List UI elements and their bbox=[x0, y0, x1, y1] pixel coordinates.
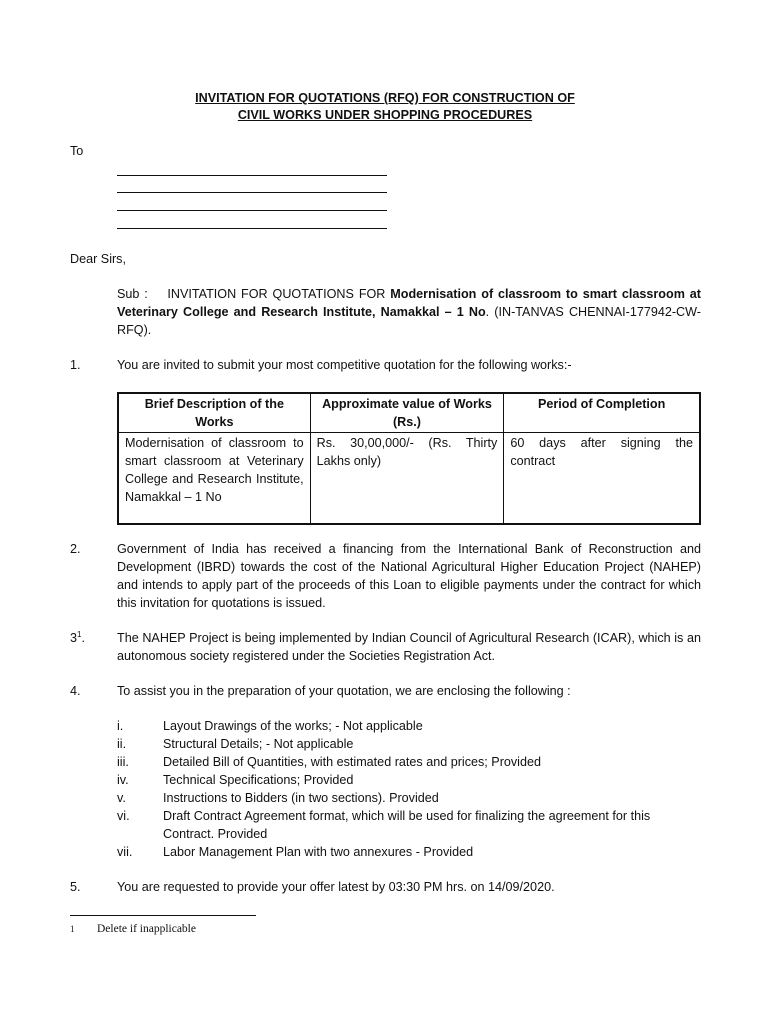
para-2-text: Government of India has received a financing from the International Bank of Reconstruction and Development (IBRD) towards the cost of the National Agricultural Higher Education Project (NAHEP) and intends to apply part of the proceeds of this Loan to eligible payments under the contract for which this invitation for quotations is issued. bbox=[117, 542, 701, 610]
address-blank-line-1 bbox=[117, 175, 387, 176]
cell-value: Rs. 30,00,000/- (Rs. Thirty Lakhs only) bbox=[310, 433, 504, 525]
footnote-reference: 1 bbox=[77, 629, 82, 639]
table-row bbox=[118, 433, 700, 525]
subject-bold: Modernisation of classroom to smart classroom at Veterinary College and Research Institute, Namakkal – 1 No bbox=[117, 287, 701, 319]
para-3-number bbox=[70, 629, 85, 647]
subject-prefix: Sub : INVITATION FOR QUOTATIONS FOR bbox=[117, 287, 391, 301]
cell-description: Modernisation of classroom to smart classroom at Veterinary College and Research Institute, Namakkal – 1 No bbox=[118, 433, 310, 525]
para-5-number: 5. bbox=[70, 880, 81, 894]
list-item: Structural Details; - Not applicable bbox=[163, 737, 354, 751]
list-item: Technical Specifications; Provided bbox=[163, 773, 354, 787]
header-description: Brief Description of the Works bbox=[118, 393, 310, 433]
list-item: Labor Management Plan with two annexures - Provided bbox=[163, 845, 474, 859]
list-item: Layout Drawings of the works; - Not applicable bbox=[163, 719, 423, 733]
para-5-text: You are requested to provide your offer latest by 03:30 PM hrs. on 14/09/2020. bbox=[117, 880, 555, 894]
header-period: Period of Completion bbox=[504, 393, 700, 433]
list-item-number: iv. bbox=[117, 773, 129, 787]
para-1-number: 1. bbox=[70, 358, 81, 372]
list-item-number: iii. bbox=[117, 755, 129, 769]
works-table bbox=[117, 392, 701, 525]
address-blank-line-4 bbox=[117, 228, 387, 229]
para-4-text: To assist you in the preparation of your quotation, we are enclosing the following : bbox=[117, 684, 571, 698]
title-line-2: CIVIL WORKS UNDER SHOPPING PROCEDURES bbox=[237, 108, 533, 122]
list-item: Instructions to Bidders (in two sections). Provided bbox=[163, 791, 439, 805]
list-item-number: v. bbox=[117, 791, 126, 805]
cell-period: 60 days after signing the contract bbox=[504, 433, 700, 525]
para-4-number: 4. bbox=[70, 684, 81, 698]
subject-line bbox=[117, 285, 701, 339]
header-value: Approximate value of Works (Rs.) bbox=[310, 393, 504, 433]
list-item-number: vi. bbox=[117, 809, 130, 823]
list-item-number: i. bbox=[117, 719, 124, 733]
footnote-mark: 1 bbox=[70, 924, 75, 934]
list-item-number: ii. bbox=[117, 737, 127, 751]
para-3-number-suffix: . bbox=[81, 631, 85, 645]
list-item: Detailed Bill of Quantities, with estimated rates and prices; Provided bbox=[163, 755, 541, 769]
subject-suffix: . (IN-TANVAS CHENNAI-177942-CW-RFQ). bbox=[117, 305, 701, 337]
para-2-number: 2. bbox=[70, 542, 81, 556]
footnote-separator bbox=[70, 915, 256, 916]
para-1-text: You are invited to submit your most competitive quotation for the following works:- bbox=[117, 358, 572, 372]
title-line-1: INVITATION FOR QUOTATIONS (RFQ) FOR CONSTRUCTION OF bbox=[195, 91, 575, 105]
para-3-number-main: 3 bbox=[70, 631, 78, 645]
footnote-text: Delete if inapplicable bbox=[97, 923, 196, 935]
para-3-text: The NAHEP Project is being implemented by Indian Council of Agricultural Research (ICAR), which is an autonomous society registered under the Societies Registration Act. bbox=[117, 631, 701, 663]
list-item-number: vii. bbox=[117, 845, 133, 859]
address-blank-line-2 bbox=[117, 192, 387, 193]
to-label: To bbox=[70, 144, 84, 158]
salutation: Dear Sirs, bbox=[70, 252, 126, 266]
address-blank-line-3 bbox=[117, 210, 387, 211]
table-header-row bbox=[118, 393, 700, 433]
list-item: Draft Contract Agreement format, which will be used for finalizing the agreement for this Contract. Provided bbox=[163, 809, 651, 841]
document-title bbox=[70, 90, 700, 124]
